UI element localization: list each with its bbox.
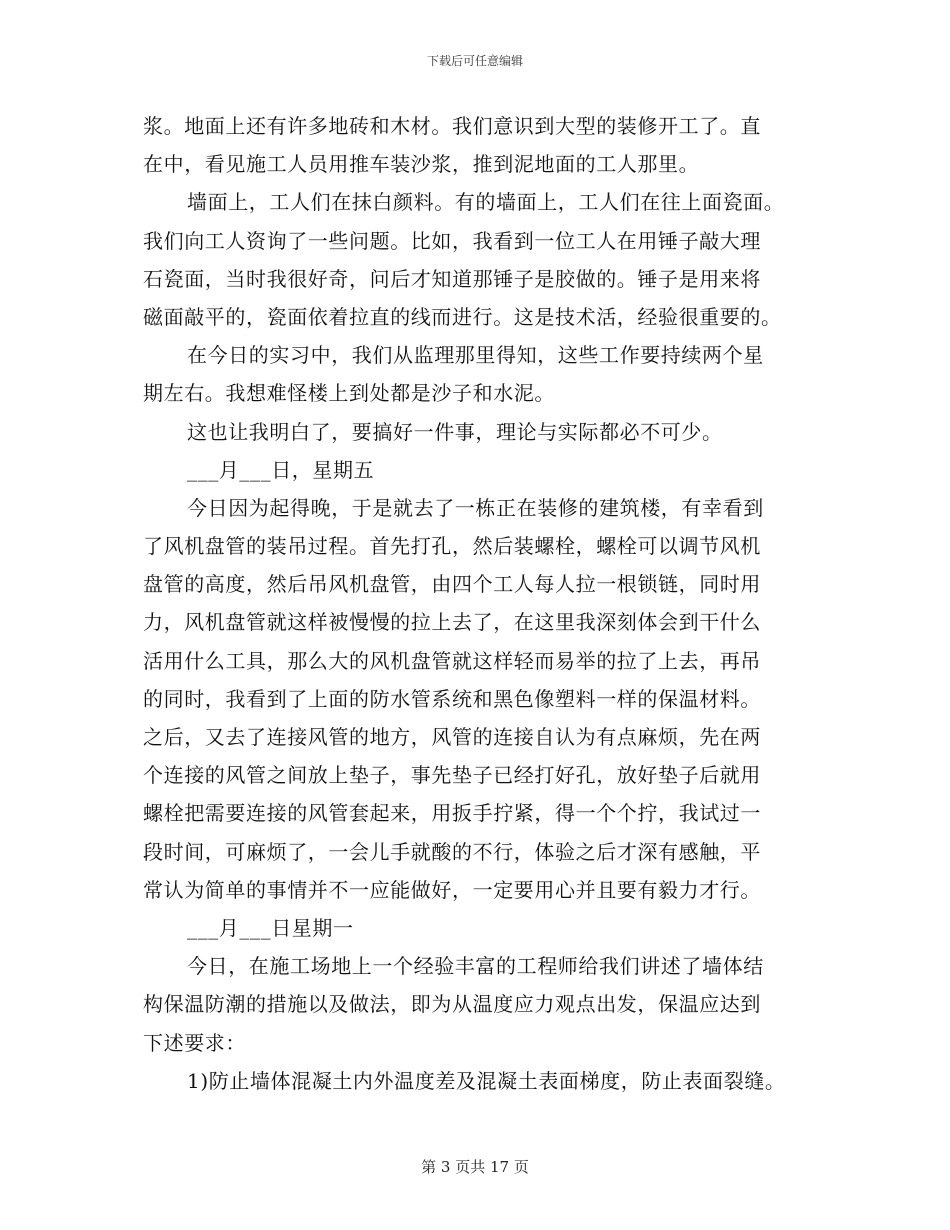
date-heading: ___月___日，星期五 [187, 457, 375, 482]
text-line: 在中，看见施工人员用推车装沙浆，推到泥地面的工人那里。 [143, 152, 700, 177]
paragraph-start: 在今日的实习中，我们从监理那里得知，这些工作要持续两个星 [187, 343, 764, 368]
date-heading: ___月___日星期一 [187, 915, 354, 940]
text-line: 石瓷面，当时我很好奇，问后才知道那锤子是胶做的。锤子是用来将 [143, 266, 761, 291]
text-line: 活用什么工具，那么大的风机盘管就这样轻而易举的拉了上去，再吊 [143, 648, 761, 673]
text-line: 下述要求： [143, 1030, 246, 1055]
paragraph-start: 这也让我明白了，要搞好一件事，理论与实际都必不可少。 [187, 419, 723, 444]
text-line: 力，风机盘管就这样被慢慢的拉上去了，在这里我深刻体会到干什么 [143, 610, 761, 635]
text-line: 浆。地面上还有许多地砖和木材。我们意识到大型的装修开工了。直 [143, 114, 761, 138]
text-line: 段时间，可麻烦了，一会儿手就酸的不行，体验之后才深有感触，平 [143, 839, 761, 864]
page-header: 下载后可任意编辑 [426, 54, 523, 68]
text-line: 个连接的风管之间放上垫子，事先垫子已经打好孔，放好垫子后就用 [143, 763, 761, 788]
paragraph-start: 今日因为起得晚，于是就去了一栋正在装修的建筑楼，有幸看到 [187, 495, 764, 520]
list-item: 1)防止墙体混凝土内外温度差及混凝土表面梯度，防止表面裂缝。 [187, 1068, 786, 1093]
text-line: 之后，又去了连接风管的地方，风管的连接自认为有点麻烦，先在两 [143, 725, 761, 749]
document-body [143, 107, 815, 1100]
text-line: 期左右。我想难怪楼上到处都是沙子和水泥。 [143, 381, 555, 406]
page-footer: 第 3 页共 17 页 [421, 1158, 529, 1176]
paragraph-start: 墙面上，工人们在抹白颜料。有的墙面上，工人们在往上面瓷面。 [187, 190, 785, 215]
text-line: 常认为简单的事情并不一应能做好，一定要用心并且要有毅力才行。 [143, 877, 761, 902]
text-line: 螺栓把需要连接的风管套起来，用扳手拧紧，得一个个拧，我试过一 [143, 801, 761, 826]
paragraph-start: 今日，在施工场地上一个经验丰富的工程师给我们讲述了墙体结 [187, 954, 764, 979]
text-line: 了风机盘管的装吊过程。首先打孔，然后装螺栓，螺栓可以调节风机 [143, 534, 761, 559]
text-line: 构保温防潮的措施以及做法，即为从温度应力观点出发，保温应达到 [143, 992, 761, 1017]
text-line: 的同时，我看到了上面的防水管系统和黑色像塑料一样的保温材料。 [143, 686, 761, 711]
text-line: 磁面敲平的，瓷面依着拉直的线而进行。这是技术活，经验很重要的。 [143, 304, 782, 329]
text-line: 盘管的高度，然后吊风机盘管，由四个工人每人拉一根锁链，同时用 [143, 572, 761, 597]
text-line: 我们向工人资询了一些问题。比如，我看到一位工人在用锤子敲大理 [143, 228, 761, 253]
